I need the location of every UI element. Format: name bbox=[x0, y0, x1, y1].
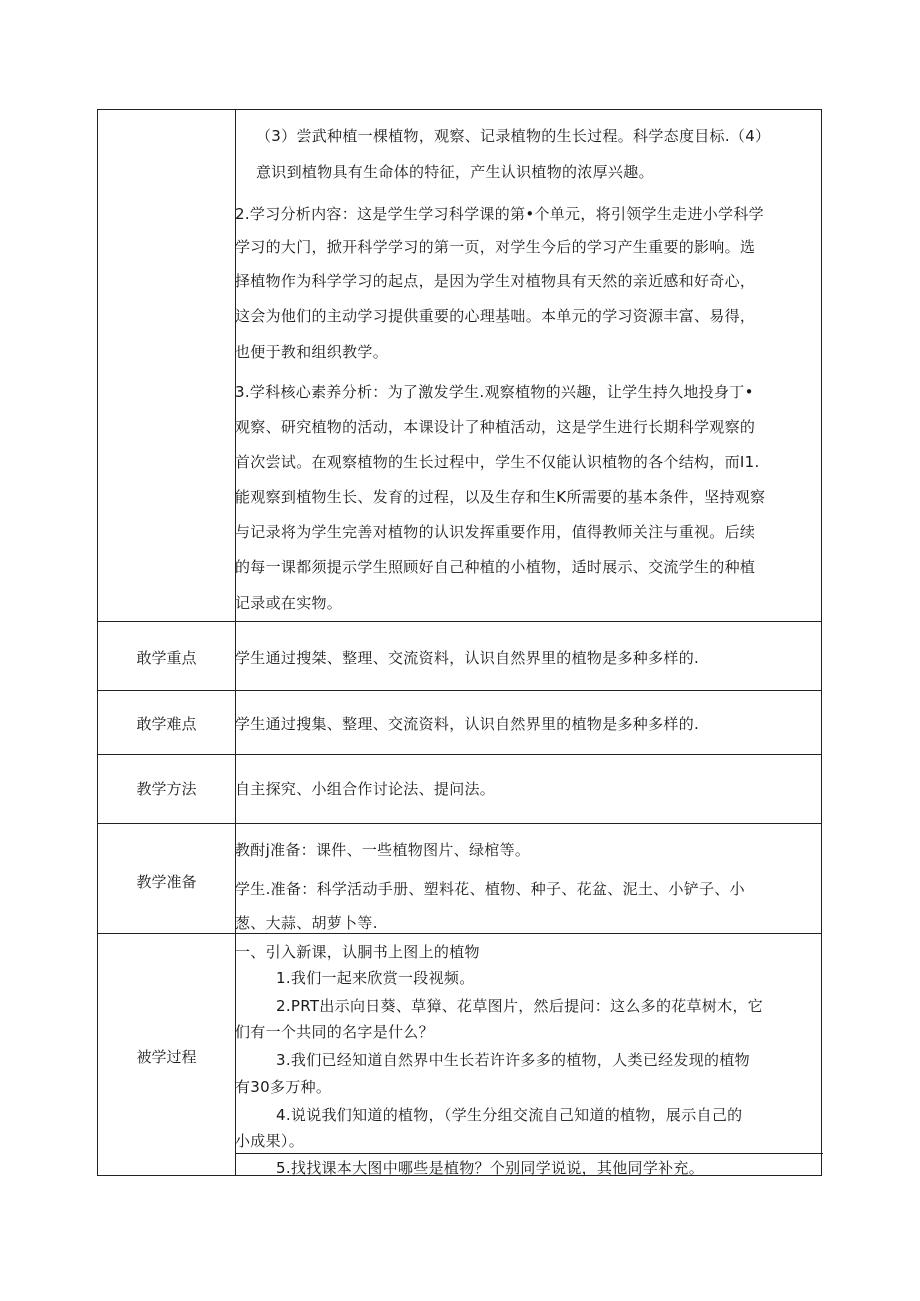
literacy-line: 首次尝试。在观察植物的生长过程中，学生不仅能认识植物的各个结构，而I1. bbox=[235, 453, 760, 471]
literacy-line: 与记录将为学生完善对植物的认识发挥重要作用，值得教师关注与重视。后续 bbox=[235, 523, 756, 541]
row-divider bbox=[235, 1153, 823, 1154]
method-content: 自主探究、小组合作讨论法、提问法。 bbox=[235, 780, 496, 798]
process-line: 5.找找课本大图中哪些是植物？个别同学说说，其他同学补充。 bbox=[276, 1159, 705, 1177]
row-divider bbox=[98, 754, 821, 755]
literacy-line: 的每一课都须提示学生照顾好自己种植的小植物，适时展示、交流学生的种植 bbox=[235, 558, 756, 576]
literacy-line: 能观察到植物生长、发育的过程，以及生存和生K所需要的基本条件，坚持观察 bbox=[235, 488, 766, 506]
analysis-line: 这会为他们的主动学习提供重要的心理基咄。本单元的学习资源丰富、易得， bbox=[235, 307, 756, 325]
preparation-line: 学生.准备：科学活动手册、塑料花、植物、种子、花盆、泥土、小铲子、小 bbox=[235, 880, 745, 898]
process-label: 被学过程 bbox=[136, 1048, 197, 1066]
process-line: 小成果）。 bbox=[235, 1132, 305, 1150]
difficulty-content: 学生通过搜集、整理、交流资料，认识自然界里的植物是多种多样的. bbox=[235, 715, 700, 733]
row-divider bbox=[98, 823, 821, 824]
row-divider bbox=[98, 690, 821, 691]
row-divider bbox=[98, 621, 821, 622]
preparation-line: 教酎j准备：课件、一些植物图片、绿棺等。 bbox=[235, 841, 531, 859]
objective-line: （3）尝武种植一棵植物，观察、记录植物的生长过程。科学态度目标.（4） bbox=[256, 127, 771, 145]
row-divider bbox=[98, 933, 821, 934]
process-line: 2.PRT出示向日葵、草獐、花草图片，然后提问：这么多的花草树木，它 bbox=[276, 997, 764, 1015]
process-line: 1.我们一起来欣赏一段视频。 bbox=[276, 969, 475, 987]
analysis-line: 学习的大门，掀开科学学习的第一页，对学生今后的学习产生重要的影响。选 bbox=[235, 238, 756, 256]
analysis-line: 2.学习分析内容：这是学生学习科学课的第•个单元，将引领学生走进小学科学 bbox=[235, 205, 764, 223]
key-point-content: 学生通过搜桀、整理、交流资料，认识自然界里的植物是多种多样的. bbox=[235, 649, 700, 667]
literacy-line: 记录或在实物。 bbox=[235, 594, 343, 612]
analysis-line: 择植物作为科学学习的起点，是因为学生对植物具有天然的亲近感和好奇心， bbox=[235, 272, 756, 290]
literacy-line: 观察、研究植物的活动，本课设计了种植活动，这是学生进行长期科学观察的 bbox=[235, 418, 756, 436]
analysis-line: 也便于教和组织教学。 bbox=[235, 343, 389, 361]
literacy-line: 3.学科核心素养分析：为了激发学生.观察植物的兴趣，让学生持久地投身丁• bbox=[235, 383, 754, 401]
method-label: 教学方法 bbox=[136, 780, 197, 798]
process-line: 们有一个共同的名字是什么？ bbox=[235, 1023, 434, 1041]
key-point-label: 敢学重点 bbox=[136, 649, 197, 667]
process-line: 有30多万种。 bbox=[235, 1078, 332, 1096]
process-line: 3.我们已经知道自然界中生长若许许多多的植物，人类已经发现的植物 bbox=[276, 1051, 750, 1069]
preparation-line: 葱、大蒜、胡萝卜等. bbox=[235, 914, 378, 932]
process-line: 一、引入新课，认胴书上图上的植物 bbox=[235, 943, 480, 961]
process-line: 4.说说我们知道的植物，（学生分组交流自己知道的植物，展示自己的 bbox=[276, 1106, 743, 1124]
difficulty-label: 敢学难点 bbox=[136, 715, 197, 733]
lesson-plan-table bbox=[97, 109, 822, 1176]
objective-line: 意识到植物具有生命体的特征，产生认识植物的浓厚兴趣。 bbox=[256, 163, 654, 181]
preparation-label: 教学准备 bbox=[136, 873, 197, 891]
